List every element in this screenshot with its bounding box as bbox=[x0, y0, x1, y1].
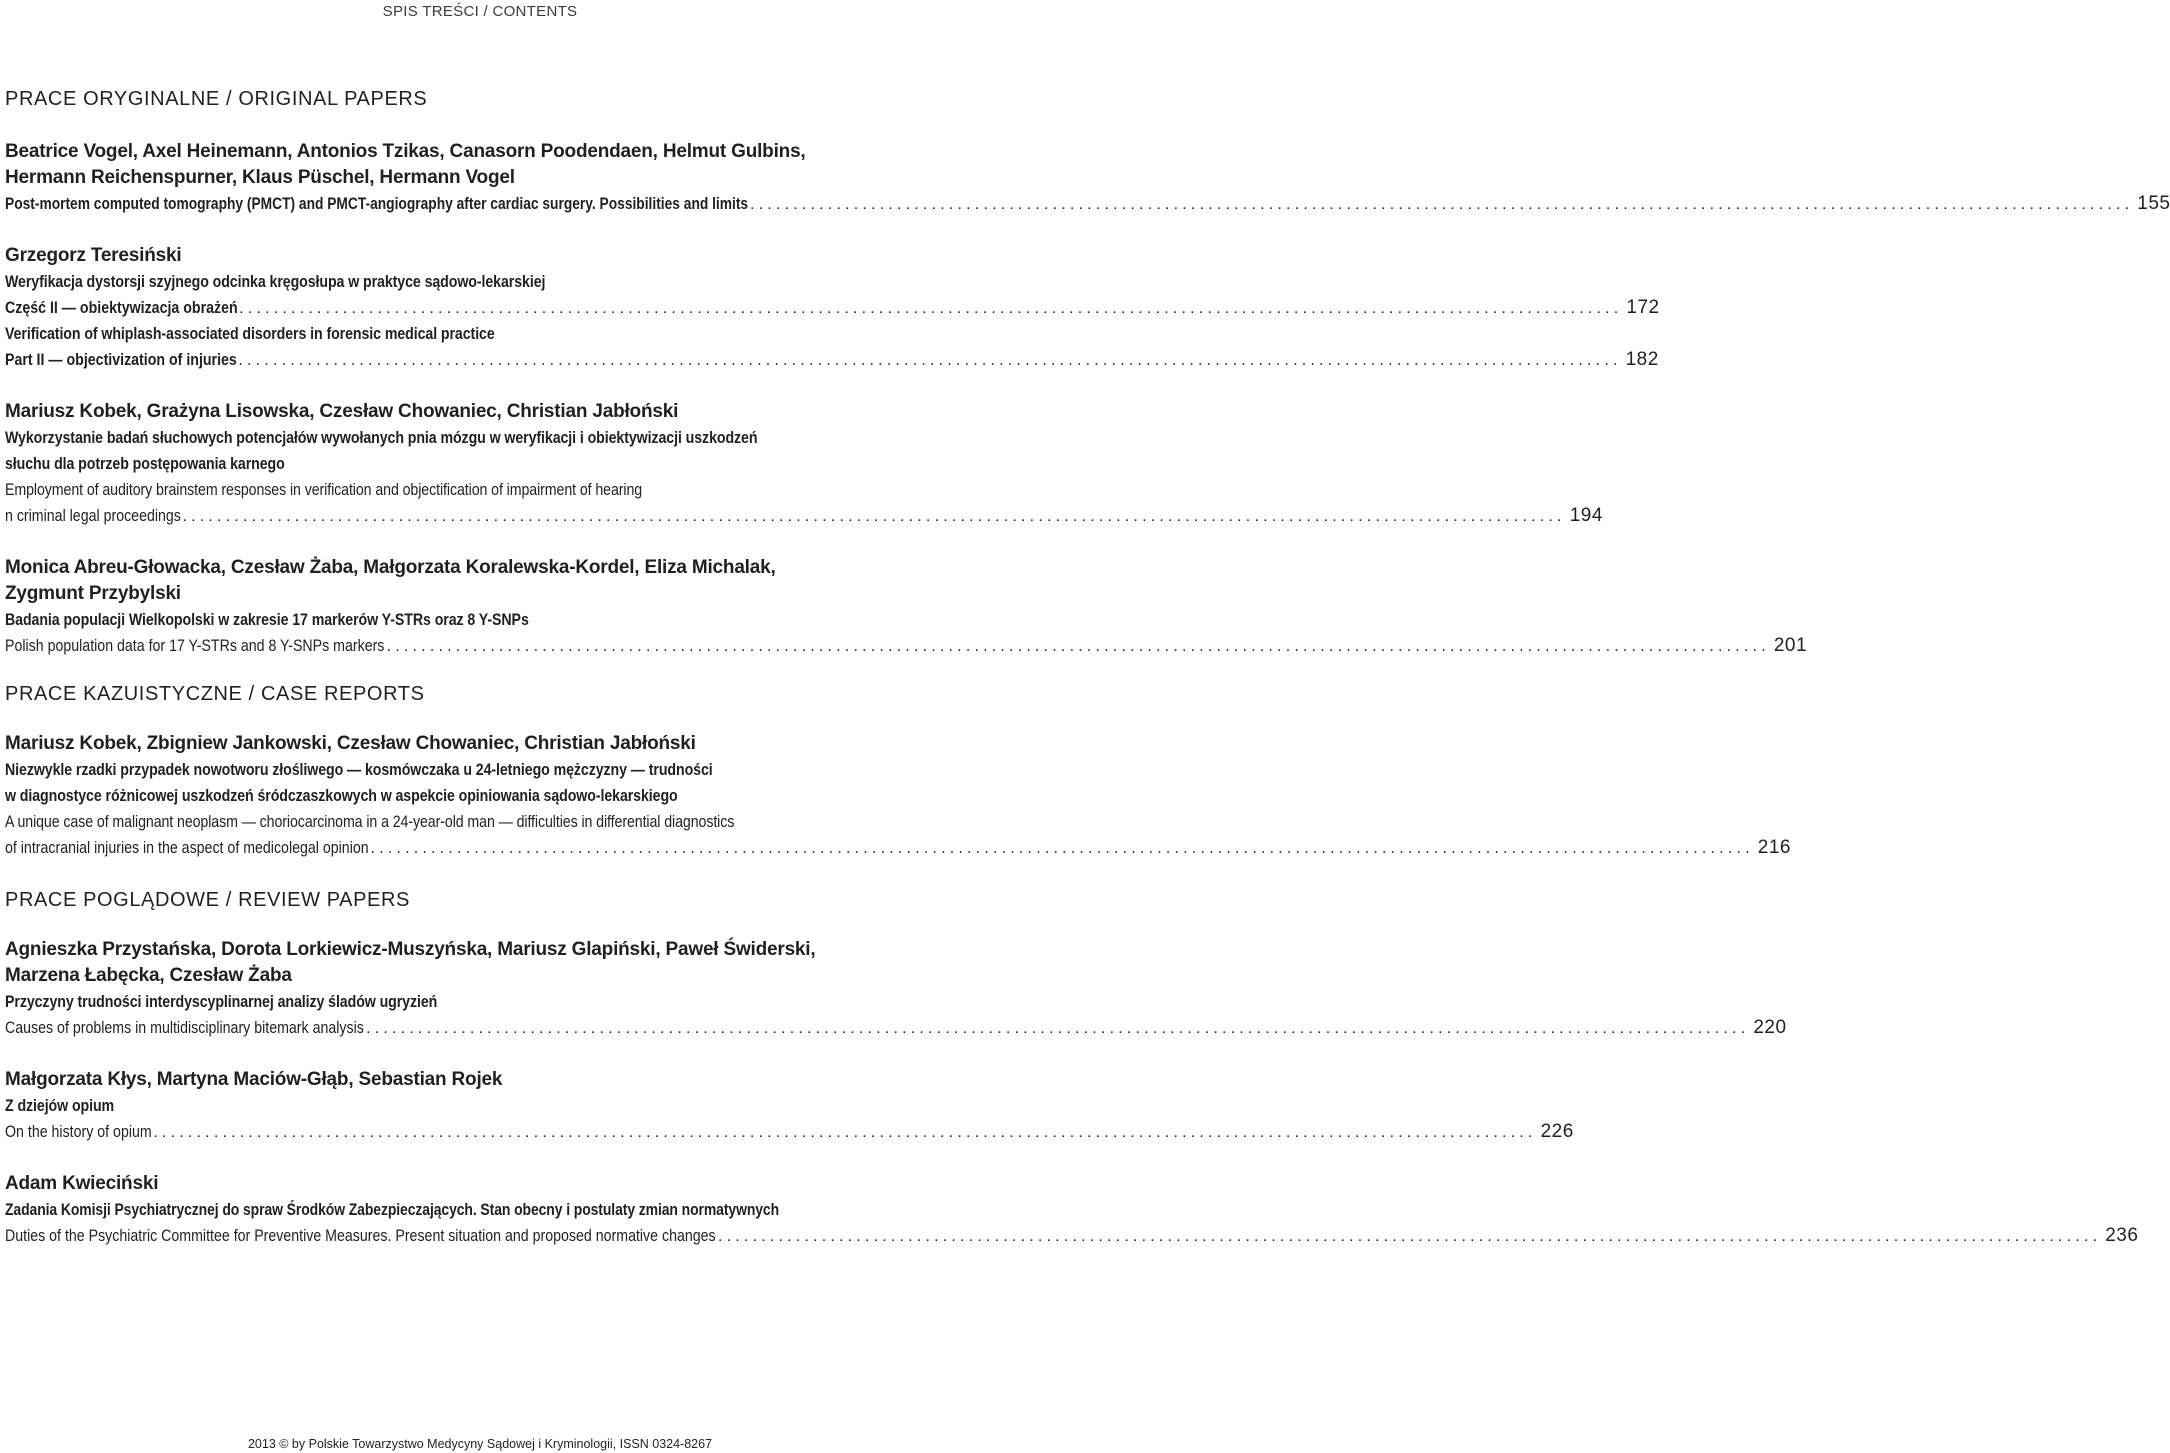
page-number: 172 bbox=[1626, 297, 1660, 318]
page-number: 155 bbox=[2137, 193, 2170, 214]
entry-authors: Hermann Reichenspurner, Klaus Püschel, Hermann Vogel bbox=[5, 167, 515, 188]
toc-line[interactable] bbox=[5, 1119, 1574, 1145]
entry-authors: Mariusz Kobek, Zbigniew Jankowski, Czesław Chowaniec, Christian Jabłoński bbox=[5, 733, 696, 754]
copyright-footer: 2013 © by Polskie Towarzystwo Medycyny Sądowej i Kryminologii, ISSN 0324-8267 bbox=[247, 1437, 713, 1451]
page-number: 194 bbox=[1569, 505, 1603, 526]
toc-line[interactable] bbox=[5, 633, 1808, 659]
entry-authors: Agnieszka Przystańska, Dorota Lorkiewicz-Muszyńska, Mariusz Glapiński, Paweł Świderski, bbox=[5, 939, 816, 960]
toc-entry bbox=[5, 731, 1791, 861]
toc-line[interactable] bbox=[5, 1015, 1787, 1041]
leader-dots: ................................................................................................................................................................ bbox=[366, 1020, 1750, 1037]
toc-line[interactable] bbox=[5, 191, 2170, 217]
running-header: SPIS TREŚCI / CONTENTS bbox=[382, 3, 578, 20]
entry-title-en: Duties of the Psychiatric Committee for Preventive Measures. Present situation and proposed normative changes bbox=[5, 1227, 716, 1245]
toc-line[interactable] bbox=[5, 835, 1791, 861]
leader-dots: ................................................................................................................................................................ bbox=[750, 196, 2134, 213]
entry-title-en: A unique case of malignant neoplasm — choriocarcinoma in a 24-year-old man — difficulties in differential diagnostics bbox=[5, 813, 735, 831]
entry-title-pl: Z dziejów opium bbox=[5, 1097, 115, 1115]
entry-authors: Małgorzata Kłys, Martyna Maciów-Głąb, Sebastian Rojek bbox=[5, 1069, 503, 1090]
toc-line[interactable] bbox=[5, 1223, 2139, 1249]
entry-title-en: Part II — objectivization of injuries bbox=[5, 351, 237, 369]
entry-title-en: Causes of problems in multidisciplinary bitemark analysis bbox=[5, 1019, 364, 1037]
entry-authors: Monica Abreu-Głowacka, Czesław Żaba, Małgorzata Koralewska-Kordel, Eliza Michalak, bbox=[5, 557, 776, 578]
entry-title-en: Verification of whiplash-associated disorders in forensic medical practice bbox=[5, 325, 495, 343]
leader-dots: ................................................................................................................................................................ bbox=[153, 1124, 1537, 1141]
entry-title-en: Polish population data for 17 Y-STRs and 8 Y-SNPs markers bbox=[5, 637, 385, 655]
entry-title-pl: słuchu dla potrzeb postępowania karnego bbox=[5, 455, 285, 473]
entry-title-en: On the history of opium bbox=[5, 1123, 152, 1141]
entry-authors: Adam Kwieciński bbox=[5, 1173, 159, 1194]
toc-line[interactable] bbox=[5, 503, 1603, 529]
toc-entry bbox=[5, 139, 2170, 217]
entry-title-pl: Zadania Komisji Psychiatrycznej do spraw Środków Zabezpieczających. Stan obecny i postulaty zmian normatywnych bbox=[5, 1201, 780, 1219]
entry-title-pl: Badania populacji Wielkopolski w zakresie 17 markerów Y-STRs oraz 8 Y-SNPs bbox=[5, 611, 529, 629]
entry-title-en: Employment of auditory brainstem responses in verification and objectification of impairment of hearing bbox=[5, 481, 643, 499]
entry-title-pl: Weryfikacja dystorsji szyjnego odcinka kręgosłupa w praktyce sądowo-lekarskiej bbox=[5, 273, 546, 291]
entry-title: Post-mortem computed tomography (PMCT) and PMCT-angiography after cardiac surgery. Possibilities and limits bbox=[5, 195, 749, 213]
leader-dots: ................................................................................................................................................................ bbox=[370, 840, 1754, 857]
page-number: 182 bbox=[1625, 349, 1659, 370]
toc-line[interactable] bbox=[5, 295, 1660, 321]
leader-dots: ................................................................................................................................................................ bbox=[238, 352, 1622, 369]
entry-title-pl: w diagnostyce różnicowej uszkodzeń śródczaszkowych w aspekcie opiniowania sądowo-lekarskiego bbox=[5, 787, 678, 805]
toc-entry bbox=[5, 937, 1787, 1041]
entry-authors: Marzena Łabęcka, Czesław Żaba bbox=[5, 965, 292, 986]
page-number: 226 bbox=[1540, 1121, 1574, 1142]
leader-dots: ................................................................................................................................................................ bbox=[182, 508, 1566, 525]
entry-title-en: of intracranial injuries in the aspect of medicolegal opinion bbox=[5, 839, 369, 857]
page-number: 201 bbox=[1773, 635, 1808, 656]
section-title-original: PRACE ORYGINALNE / ORIGINAL PAPERS bbox=[5, 88, 428, 110]
entry-title-pl: Niezwykle rzadki przypadek nowotworu złośliwego — kosmówczaka u 24-letniego mężczyzny — trudności bbox=[5, 761, 713, 779]
entry-authors: Zygmunt Przybylski bbox=[5, 583, 181, 604]
toc-entry bbox=[5, 1171, 2139, 1249]
toc-entry bbox=[5, 1067, 1574, 1145]
page-number: 220 bbox=[1753, 1017, 1787, 1038]
page-number: 236 bbox=[2105, 1225, 2139, 1246]
toc-entry bbox=[5, 555, 1808, 659]
entry-title-pl: Część II — obiektywizacja obrażeń bbox=[5, 299, 238, 317]
toc-line[interactable] bbox=[5, 347, 1659, 373]
leader-dots: ................................................................................................................................................................ bbox=[239, 300, 1623, 317]
entry-authors: Mariusz Kobek, Grażyna Lisowska, Czesław Chowaniec, Christian Jabłoński bbox=[5, 401, 679, 422]
leader-dots: ................................................................................................................................................................ bbox=[717, 1228, 2102, 1245]
toc-entry bbox=[5, 399, 1603, 529]
section-title-review: PRACE POGLĄDOWE / REVIEW PAPERS bbox=[5, 889, 410, 911]
section-title-case: PRACE KAZUISTYCZNE / CASE REPORTS bbox=[5, 683, 425, 705]
table-of-contents bbox=[5, 84, 2170, 1249]
entry-title-pl: Wykorzystanie badań słuchowych potencjałów wywołanych pnia mózgu w weryfikacji i obiektywizacji uszkodzeń bbox=[5, 429, 758, 447]
entry-title-en: n criminal legal proceedings bbox=[5, 507, 181, 525]
entry-authors: Grzegorz Teresiński bbox=[5, 245, 182, 266]
entry-title-pl: Przyczyny trudności interdyscyplinarnej analizy śladów ugryzień bbox=[5, 993, 438, 1011]
entry-authors: Beatrice Vogel, Axel Heinemann, Antonios Tzikas, Canasorn Poodendaen, Helmut Gulbins, bbox=[5, 141, 806, 162]
page-number: 216 bbox=[1757, 837, 1791, 858]
toc-entry bbox=[5, 243, 1660, 373]
leader-dots: ................................................................................................................................................................ bbox=[386, 638, 1770, 655]
